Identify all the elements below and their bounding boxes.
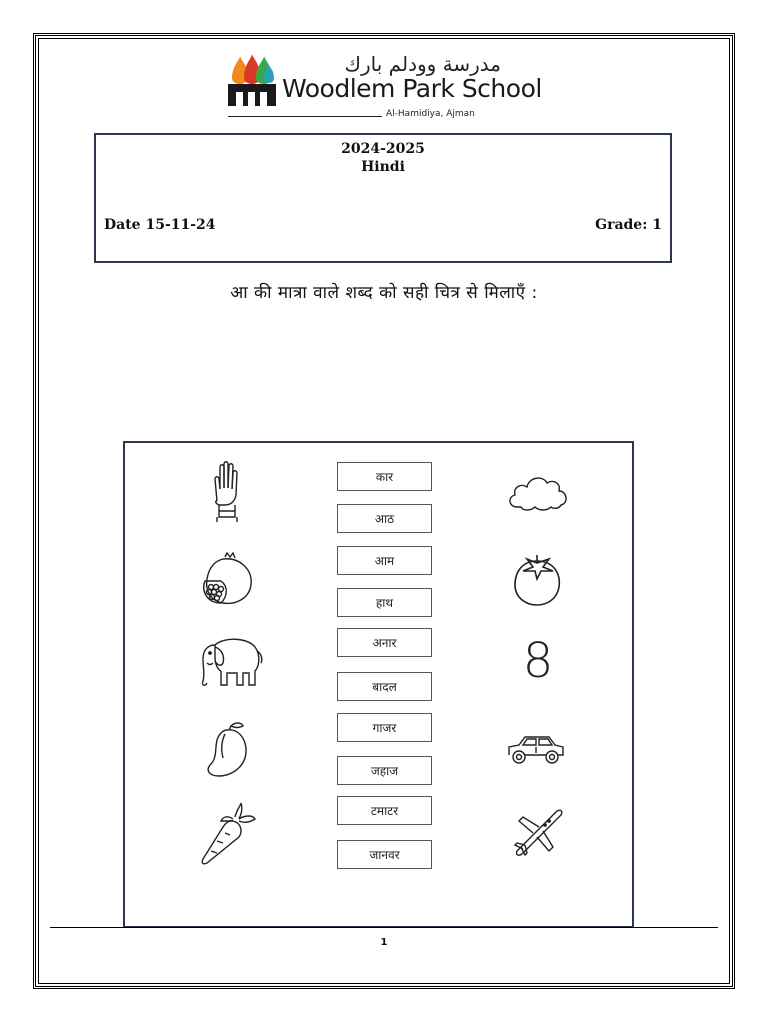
- matching-activity: [123, 441, 634, 928]
- school-logo: [226, 52, 542, 124]
- word-box-baadal[interactable]: बादल: [337, 672, 432, 701]
- word-box-jaanvar[interactable]: जानवर: [337, 840, 432, 869]
- word-box-aam[interactable]: आम: [337, 546, 432, 575]
- arabic-school-name: مدرسة وودلم بارك: [344, 52, 501, 76]
- grade-label: Grade: 1: [595, 217, 662, 233]
- school-location: Al-Hamidiya, Ajman: [386, 109, 475, 119]
- logo-divider: [228, 116, 382, 117]
- car-icon: [505, 731, 567, 767]
- word-box-gaajar[interactable]: गाजर: [337, 713, 432, 742]
- instruction-text: आ की मात्रा वाले शब्द को सही चित्र से मिलाएँ :: [230, 283, 538, 303]
- word-box-anaar[interactable]: अनार: [337, 628, 432, 657]
- number-eight: 8: [522, 633, 554, 689]
- worksheet-date: Date 15-11-24: [104, 217, 216, 233]
- word-box-tamaatar[interactable]: टमाटर: [337, 796, 432, 825]
- academic-year: 2024-2025: [341, 141, 425, 157]
- tomato-icon: [511, 551, 563, 607]
- mango-icon: [203, 718, 253, 780]
- hand-icon: [205, 461, 249, 523]
- school-name: Woodlem Park School: [282, 74, 542, 103]
- carrot-icon: [197, 801, 257, 867]
- airplane-icon: [509, 805, 565, 861]
- logo-mark-icon: [226, 52, 278, 106]
- pomegranate-icon: [199, 551, 259, 607]
- word-box-kaar[interactable]: कार: [337, 462, 432, 491]
- subject-title: Hindi: [361, 159, 405, 175]
- elephant-icon: [195, 633, 265, 689]
- word-box-jahaaj[interactable]: जहाज: [337, 756, 432, 785]
- cloud-icon: [507, 471, 569, 511]
- page-number: 1: [380, 937, 388, 948]
- word-box-aath[interactable]: आठ: [337, 504, 432, 533]
- word-box-haath[interactable]: हाथ: [337, 588, 432, 617]
- footer-divider: [50, 927, 718, 928]
- header-box: [94, 133, 672, 263]
